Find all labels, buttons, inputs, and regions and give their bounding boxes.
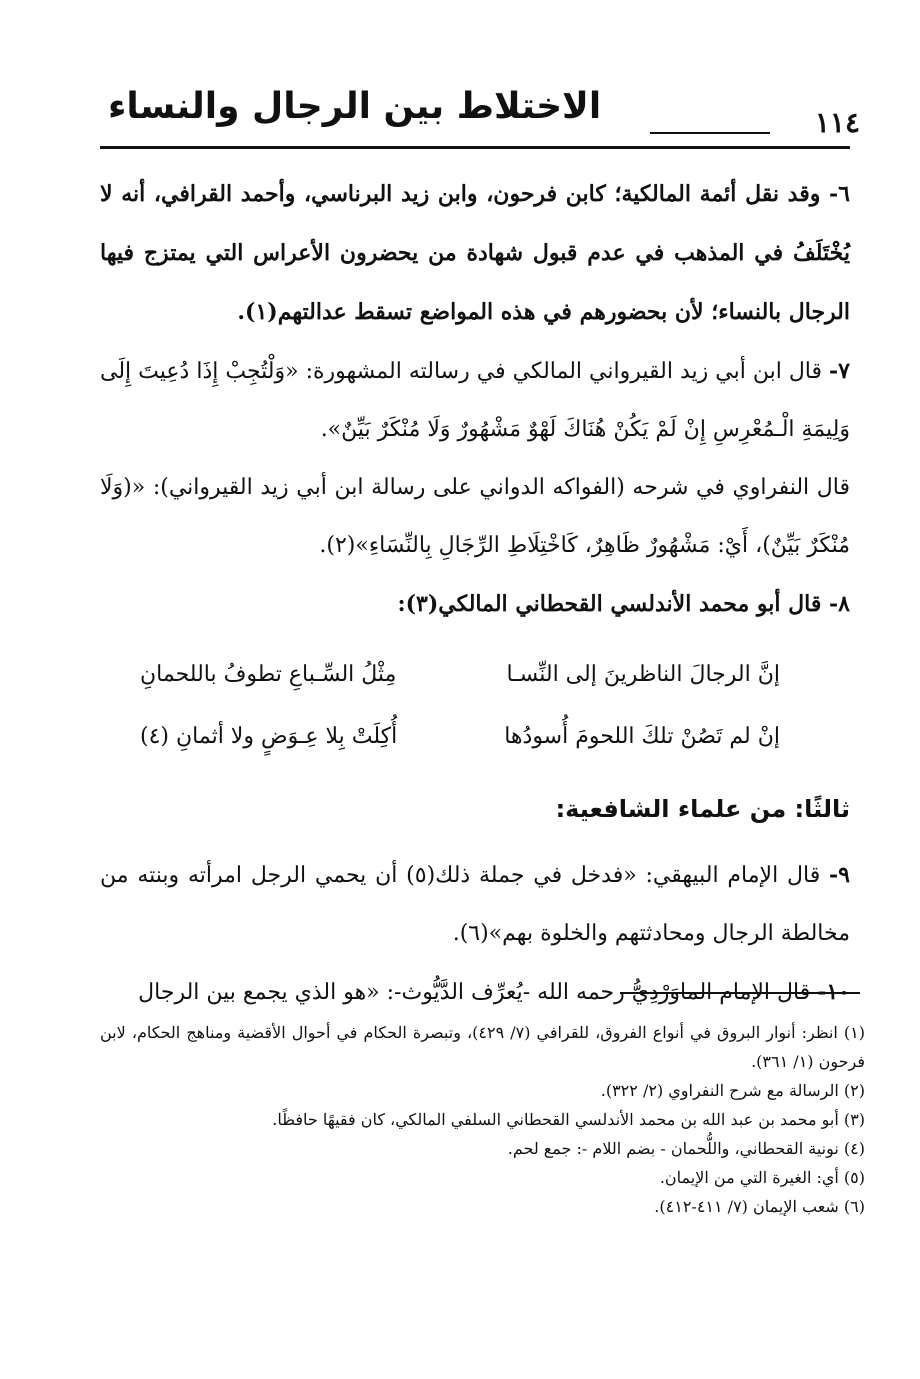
paragraph-8	[100, 575, 850, 634]
footnotes	[100, 1018, 865, 1221]
footnote: (٤) نونية القحطاني، واللُّحمان - بضم اللام -: جمع لحم.	[507, 1139, 865, 1158]
item-number: ٦-	[829, 181, 850, 207]
verse-second-hemistich: أُكِلَتْ بِلا عِـوَضٍ ولا أثمانِ (٤)	[140, 724, 398, 749]
paragraph-text: وقد نقل أئمة المالكية؛ كابن فرحون، وابن زيد البرناسي، وأحمد القرافي، أنه لا يُخْتَلَفُ في المذهب في عدم قبول شهادة من يحضرون الأعراس التي يمتزج فيها الرجال بالنساء؛ لأن بحضورهم في هذه المواضع تسقط عدالتهم(١).	[100, 181, 850, 325]
page-number: ١١٤	[814, 106, 860, 139]
footnote: (٦) شعب الإيمان (٧/ ٤١١-٤١٢).	[654, 1197, 865, 1216]
paragraph-text: قال الإمام البيهقي: «فدخل في جملة ذلك(٥) أن يحمي الرجل امرأته وبنته من مخالطة الرجال ومحادثتهم والخلوة بهم»(٦).	[100, 863, 850, 946]
paragraph-text: قال أبو محمد الأندلسي القحطاني المالكي(٣):	[397, 591, 830, 617]
verse-line	[100, 644, 850, 706]
verse-second-hemistich: مِثْلُ السِّـباعِ تطوفُ باللحمانِ	[140, 662, 397, 687]
footnote: (١) انظر: أنوار البروق في أنواع الفروق، للقرافي (٧/ ٤٢٩)، وتبصرة الحكام في أحوال الأقضية ومناهج الحكام، لابن فرحون (١/ ٣٦١).	[100, 1023, 866, 1071]
poem	[100, 644, 850, 768]
paragraph-text: قال ابن أبي زيد القيرواني المالكي في رسالته المشهورة: «وَلْتُجِبْ إِذَا دُعِيتَ إِلَى وَلِيمَةِ الْـمُعْرِسِ إِنْ لَمْ يَكُنْ هُنَاكَ لَهْوٌ مَشْهُورٌ وَلَا مُنْكَرٌ بَيِّنٌ».	[100, 359, 850, 442]
footnote: (٥) أي: الغيرة التي من الإيمان.	[659, 1168, 865, 1187]
footnote: (٢) الرسالة مع شرح النفراوي (٢/ ٣٢٢).	[600, 1081, 865, 1100]
paragraph-7	[100, 342, 850, 459]
paragraph-nafrawi	[100, 459, 850, 575]
item-number: ٩-	[829, 862, 850, 888]
item-number: ١٠-	[817, 979, 850, 1005]
item-number: ٧-	[829, 358, 850, 384]
main-text	[100, 165, 850, 1022]
paragraph-text: قال النفراوي في شرحه (الفواكه الدواني على رسالة ابن أبي زيد القيرواني): «(وَلَا مُنْكَرٌ بَيِّنٌ)، أَيْ: مَشْهُورٌ ظَاهِرٌ، كَاخْتِلَاطِ الرِّجَالِ بِالنِّسَاءِ»(٢).	[100, 475, 850, 558]
verse-first-hemistich: إنَّ الرجالَ الناظرينَ إلى النِّسـا	[506, 662, 780, 687]
paragraph-text: قال الإمام الماوَرْدِيُّ رحمه الله -يُعرِّف الدَّيُّوث-: «هو الذي يجمع بين الرجال	[138, 980, 818, 1005]
paragraph-6	[100, 165, 850, 342]
item-number: ٨-	[829, 591, 850, 617]
footnote-separator	[620, 992, 860, 994]
verse-line	[100, 706, 850, 768]
section-heading: ثالثًا: من علماء الشافعية:	[555, 795, 850, 823]
header-rule	[100, 146, 850, 149]
header-short-rule	[650, 132, 770, 134]
paragraph-9	[100, 846, 850, 963]
footnote: (٣) أبو محمد بن عبد الله بن محمد الأندلسي القحطاني السلفي المالكي، كان فقيهًا حافظًا.	[272, 1110, 865, 1129]
running-title: الاختلاط بين الرجال والنساء	[108, 86, 602, 127]
verse-first-hemistich: إنْ لم تَصُنْ تلكَ اللحومَ أُسودُها	[504, 724, 780, 749]
